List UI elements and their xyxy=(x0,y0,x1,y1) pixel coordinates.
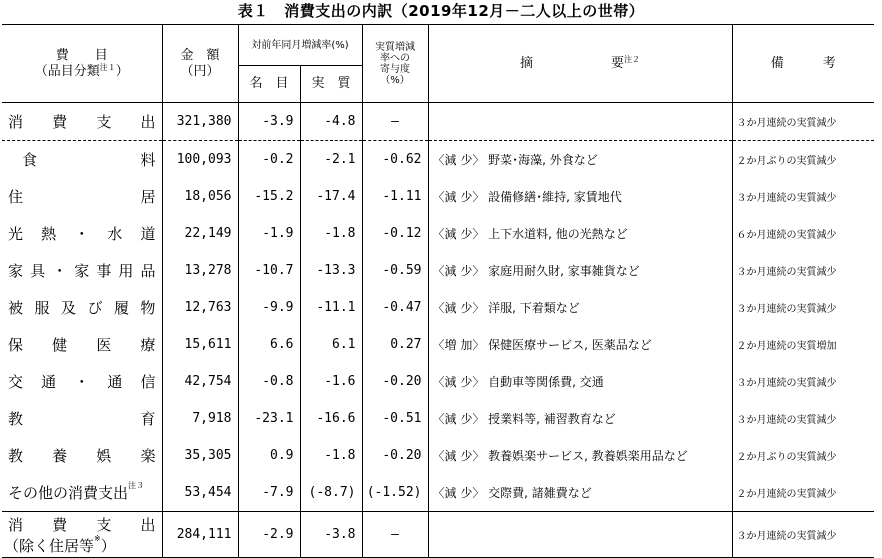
row-item-label: 消 費 支 出 xyxy=(8,113,156,131)
row-amount: 53,454 xyxy=(162,474,238,512)
row-nominal: -23.1 xyxy=(238,400,300,437)
row-item-label: 被 服 及 び 履 物 xyxy=(8,299,156,317)
expenditure-table xyxy=(2,24,874,558)
row-summary: 〈減 少〉 設備修繕･維持, 家賃地代 xyxy=(428,178,732,215)
row-real: -1.8 xyxy=(300,215,362,252)
header-remarks: 備 考 xyxy=(732,25,874,103)
row-remark: ２か月連続の実質増加 xyxy=(736,341,837,352)
row-item xyxy=(2,400,162,437)
table-row xyxy=(2,289,874,326)
header-contrib-line2: 率への xyxy=(380,52,410,64)
row-real: -13.3 xyxy=(300,252,362,289)
row-contrib: (-1.52) xyxy=(362,474,428,512)
header-amount xyxy=(162,25,238,103)
row-summary: 〈減 少〉 野菜･海藻, 外食など xyxy=(428,141,732,179)
row-item xyxy=(2,326,162,363)
row-amount: 100,093 xyxy=(162,141,238,179)
footer-item-line1: 消 費 支 出 xyxy=(8,515,156,534)
row-item-label: 交 通 ・ 通 信 xyxy=(8,373,156,391)
table-row xyxy=(2,178,874,215)
footer-summary xyxy=(428,512,732,558)
header-contrib-line3: 寄与度 xyxy=(380,63,410,75)
row-nominal: -3.9 xyxy=(238,103,300,141)
row-amount: 12,763 xyxy=(162,289,238,326)
row-remark: ２か月ぶりの実質減少 xyxy=(736,156,837,167)
row-remark: ６か月連続の実質減少 xyxy=(736,230,837,241)
row-item xyxy=(2,363,162,400)
row-nominal: -15.2 xyxy=(238,178,300,215)
row-summary: 〈減 少〉 上下水道料, 他の光熱など xyxy=(428,215,732,252)
header-item-line1: 費 目 xyxy=(55,47,108,63)
row-nominal: -7.9 xyxy=(238,474,300,512)
row-contrib: -0.59 xyxy=(362,252,428,289)
row-contrib: 0.27 xyxy=(362,326,428,363)
row-contrib: -0.12 xyxy=(362,215,428,252)
row-nominal: 0.9 xyxy=(238,437,300,474)
row-summary: 〈減 少〉 教養娯楽サービス, 教養娯楽用品など xyxy=(428,437,732,474)
header-contrib-line4: （%） xyxy=(380,74,410,86)
row-contrib: -1.11 xyxy=(362,178,428,215)
table-row xyxy=(2,400,874,437)
row-contrib: -0.62 xyxy=(362,141,428,179)
row-nominal: -0.2 xyxy=(238,141,300,179)
row-item xyxy=(2,141,162,179)
footer-item xyxy=(2,512,162,558)
footer-real: -3.8 xyxy=(300,512,362,558)
table-row xyxy=(2,141,874,179)
row-remark: ３か月連続の実質減少 xyxy=(736,304,837,315)
header-nominal: 名 目 xyxy=(238,66,300,103)
header-summary xyxy=(428,25,732,103)
row-item-label: 光 熱 ・ 水 道 xyxy=(8,225,156,243)
row-contrib: -0.20 xyxy=(362,437,428,474)
row-amount: 321,380 xyxy=(162,103,238,141)
table-row xyxy=(2,363,874,400)
row-item xyxy=(2,289,162,326)
row-item-label: 食 料 xyxy=(22,151,156,169)
table-row-excluding-housing xyxy=(2,512,874,558)
row-remark: ２か月連続の実質減少 xyxy=(732,474,874,512)
footer-item-line2: （除く住居等 xyxy=(4,536,95,555)
row-real: (-8.7) xyxy=(300,474,362,512)
row-amount: 42,754 xyxy=(162,363,238,400)
table-title: 表１ 消費支出の内訳（2019年12月－二人以上の世帯） xyxy=(237,2,645,20)
row-real: 6.1 xyxy=(300,326,362,363)
row-remark: ３か月連続の実質減少 xyxy=(736,415,837,426)
table-row-total xyxy=(2,103,874,141)
row-real: -16.6 xyxy=(300,400,362,437)
header-contrib xyxy=(362,25,428,103)
row-contrib: -0.47 xyxy=(362,289,428,326)
row-item xyxy=(2,474,162,512)
header-amount-line2: （円） xyxy=(180,63,220,79)
row-remark: ３か月連続の実質減少 xyxy=(736,267,837,278)
row-summary: 〈減 少〉 授業料等, 補習教育など xyxy=(428,400,732,437)
table-row xyxy=(2,474,874,512)
header-contrib-line1: 実質増減 xyxy=(375,41,415,53)
row-amount: 15,611 xyxy=(162,326,238,363)
row-summary: 〈減 少〉 家庭用耐久財, 家事雑貨など xyxy=(428,252,732,289)
row-amount: 13,278 xyxy=(162,252,238,289)
row-remark: ３か月連続の実質減少 xyxy=(736,378,837,389)
row-item-label: 教 養 娯 楽 xyxy=(8,447,156,465)
row-nominal: -9.9 xyxy=(238,289,300,326)
header-item-note: 注１ xyxy=(99,62,116,72)
row-contrib: ― xyxy=(362,103,428,141)
row-amount: 35,305 xyxy=(162,437,238,474)
footer-item-note: ※ xyxy=(94,533,101,543)
row-nominal: -10.7 xyxy=(238,252,300,289)
footer-item-line2-end: ） xyxy=(100,536,116,555)
header-yoy: 対前年同月増減率(%) xyxy=(238,25,362,66)
row-item xyxy=(2,103,162,141)
row-real: -4.8 xyxy=(300,103,362,141)
row-remark: ３か月連続の実質減少 xyxy=(736,193,837,204)
footer-remark: ３か月連続の実質減少 xyxy=(732,512,874,558)
row-item xyxy=(2,178,162,215)
footer-contrib: ― xyxy=(362,512,428,558)
header-item-line2-end: ） xyxy=(115,63,129,79)
row-item-label: 家 具 ・ 家 事 用 品 xyxy=(8,262,156,280)
row-real: -1.8 xyxy=(300,437,362,474)
row-real: -2.1 xyxy=(300,141,362,179)
row-remark: ２か月ぶりの実質減少 xyxy=(736,452,837,463)
row-contrib: -0.20 xyxy=(362,363,428,400)
row-item-label: その他の消費支出 xyxy=(8,484,129,502)
row-remark: ３か月連続の実質減少 xyxy=(732,103,874,141)
row-contrib: -0.51 xyxy=(362,400,428,437)
row-item xyxy=(2,252,162,289)
header-summary-note: 注２ xyxy=(624,54,640,64)
row-nominal: -1.9 xyxy=(238,215,300,252)
row-real: -17.4 xyxy=(300,178,362,215)
row-real: -11.1 xyxy=(300,289,362,326)
footer-nominal: -2.9 xyxy=(238,512,300,558)
header-item xyxy=(2,25,162,103)
row-summary xyxy=(428,103,732,141)
row-item-label: 住 居 xyxy=(8,188,156,206)
row-nominal: -0.8 xyxy=(238,363,300,400)
row-summary: 〈減 少〉 交際費, 諸雑費など xyxy=(428,474,732,512)
row-summary: 〈増 加〉 保健医療サービス, 医薬品など xyxy=(428,326,732,363)
table-row xyxy=(2,215,874,252)
row-real: -1.6 xyxy=(300,363,362,400)
header-item-line2: （品目分類 xyxy=(34,63,100,79)
footer-amount: 284,111 xyxy=(162,512,238,558)
row-amount: 22,149 xyxy=(162,215,238,252)
header-summary-label: 摘 要 xyxy=(519,55,624,71)
row-nominal: 6.6 xyxy=(238,326,300,363)
row-amount: 7,918 xyxy=(162,400,238,437)
table-row xyxy=(2,252,874,289)
row-item-label: 教 育 xyxy=(8,410,156,428)
table-row xyxy=(2,326,874,363)
row-item xyxy=(2,437,162,474)
row-item-label: 保 健 医 療 xyxy=(8,336,156,354)
row-amount: 18,056 xyxy=(162,178,238,215)
header-amount-line1: 金 額 xyxy=(180,47,220,63)
row-summary: 〈減 少〉 自動車等関係費, 交通 xyxy=(428,363,732,400)
row-summary: 〈減 少〉 洋服, 下着類など xyxy=(428,289,732,326)
header-real: 実 質 xyxy=(300,66,362,103)
table-row xyxy=(2,437,874,474)
row-item-note: 注３ xyxy=(128,481,145,490)
row-item xyxy=(2,215,162,252)
